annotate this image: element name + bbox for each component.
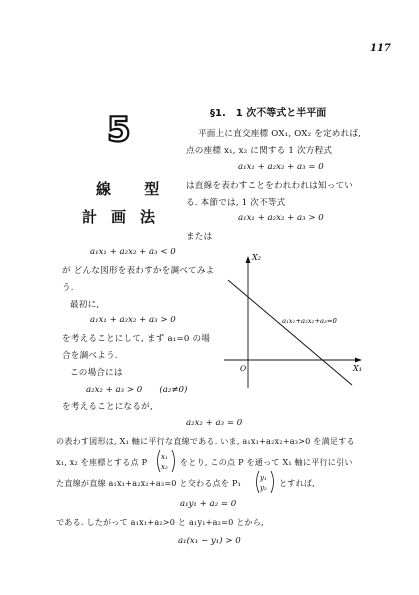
line-label: a₁x₁+a₂x₂+a₃=0 <box>282 317 337 325</box>
x-axis-arrow-icon <box>355 358 362 363</box>
equation: a₁x₁ + a₂x₂ + a₃ < 0 <box>90 247 176 257</box>
paragraph-line: 合を調べよう. <box>62 351 118 361</box>
boundary-line <box>228 280 352 385</box>
equation: a₁x₁ + a₂x₂ + a₃ > 0 <box>238 213 324 223</box>
chapter-title-line2: 計画法 <box>82 208 170 226</box>
paragraph-line: が どんな図形を表わすかを調べてみよ <box>62 266 215 276</box>
page-number: 117 <box>370 43 391 54</box>
origin-label: O <box>240 364 247 373</box>
chapter-title-line1: 線 型 <box>96 180 174 198</box>
point-p-vector <box>154 448 178 474</box>
paragraph-line: 平面上に直交座標 OX₁, OX₂ を定めれば, <box>198 129 362 139</box>
paragraph-line: う. <box>62 283 74 293</box>
vector-bottom: x₂ <box>161 463 168 471</box>
paragraph-line: とすれば, <box>279 478 315 488</box>
paragraph-line: を考えることにして, まず a₁=0 の場 <box>62 334 211 344</box>
vector-top: x₁ <box>161 453 168 461</box>
half-plane-figure <box>220 250 370 400</box>
x-axis-label: X₁ <box>353 364 362 373</box>
paragraph-line: をとり, この点 P を通って X₁ 軸に平行に引い <box>180 457 353 467</box>
equation: a₁y₁ + a₂ = 0 <box>180 499 237 509</box>
section-heading: §1. 1 次不等式と半平面 <box>210 108 327 119</box>
equation: a₁(x₁ − y₁) > 0 <box>178 536 241 546</box>
paragraph-line: の表わす図形は, X₁ 軸に平行な直線である. いま, a₁x₁+a₂x₂+a₃>0 を満足する <box>56 436 355 446</box>
equation: a₁x₁ + a₂x₂ + a₃ = 0 <box>238 162 324 172</box>
point-p1-vector <box>253 469 277 495</box>
paragraph-line: または <box>186 232 213 242</box>
equation: a₂x₂ + a₃ > 0 (a₂≠0) <box>86 385 188 395</box>
paragraph-line: x₁, x₂ を座標とする点 P <box>56 457 148 467</box>
paragraph-line: 最初に, <box>70 300 100 310</box>
paragraph-line: この場合には <box>70 368 123 378</box>
vector-bottom: y₂ <box>260 484 267 492</box>
vector-left-paren-icon <box>158 450 161 472</box>
chapter-number: 5 <box>107 110 131 150</box>
equation: a₁x₁ + a₂x₂ + a₃ > 0 <box>90 315 176 325</box>
paragraph-line: である. したがって a₁x₁+a₂>0 と a₁y₁+a₂=0 とから, <box>56 517 264 527</box>
paragraph-line: る. 本節では, 1 次不等式 <box>186 198 286 208</box>
paragraph-line: を考えることになるが, <box>62 402 153 412</box>
paragraph-line: 点の座標 x₁, x₂ に関する 1 次方程式 <box>186 146 333 156</box>
paragraph-line: た直線が直線 a₁x₁+a₂x₂+a₃=0 と交わる点を P₁ <box>56 478 242 488</box>
vector-left-paren-icon <box>257 471 260 493</box>
y-axis-label: X₂ <box>252 253 261 262</box>
vector-right-paren-icon <box>172 450 175 472</box>
equation: a₂x₂ + a₃ = 0 <box>186 418 243 428</box>
vector-right-paren-icon <box>271 471 274 493</box>
y-axis-arrow-icon <box>246 256 251 263</box>
vector-top: y₁ <box>260 474 267 482</box>
paragraph-line: は直線を表わすことをわれわれは知ってい <box>186 181 354 191</box>
